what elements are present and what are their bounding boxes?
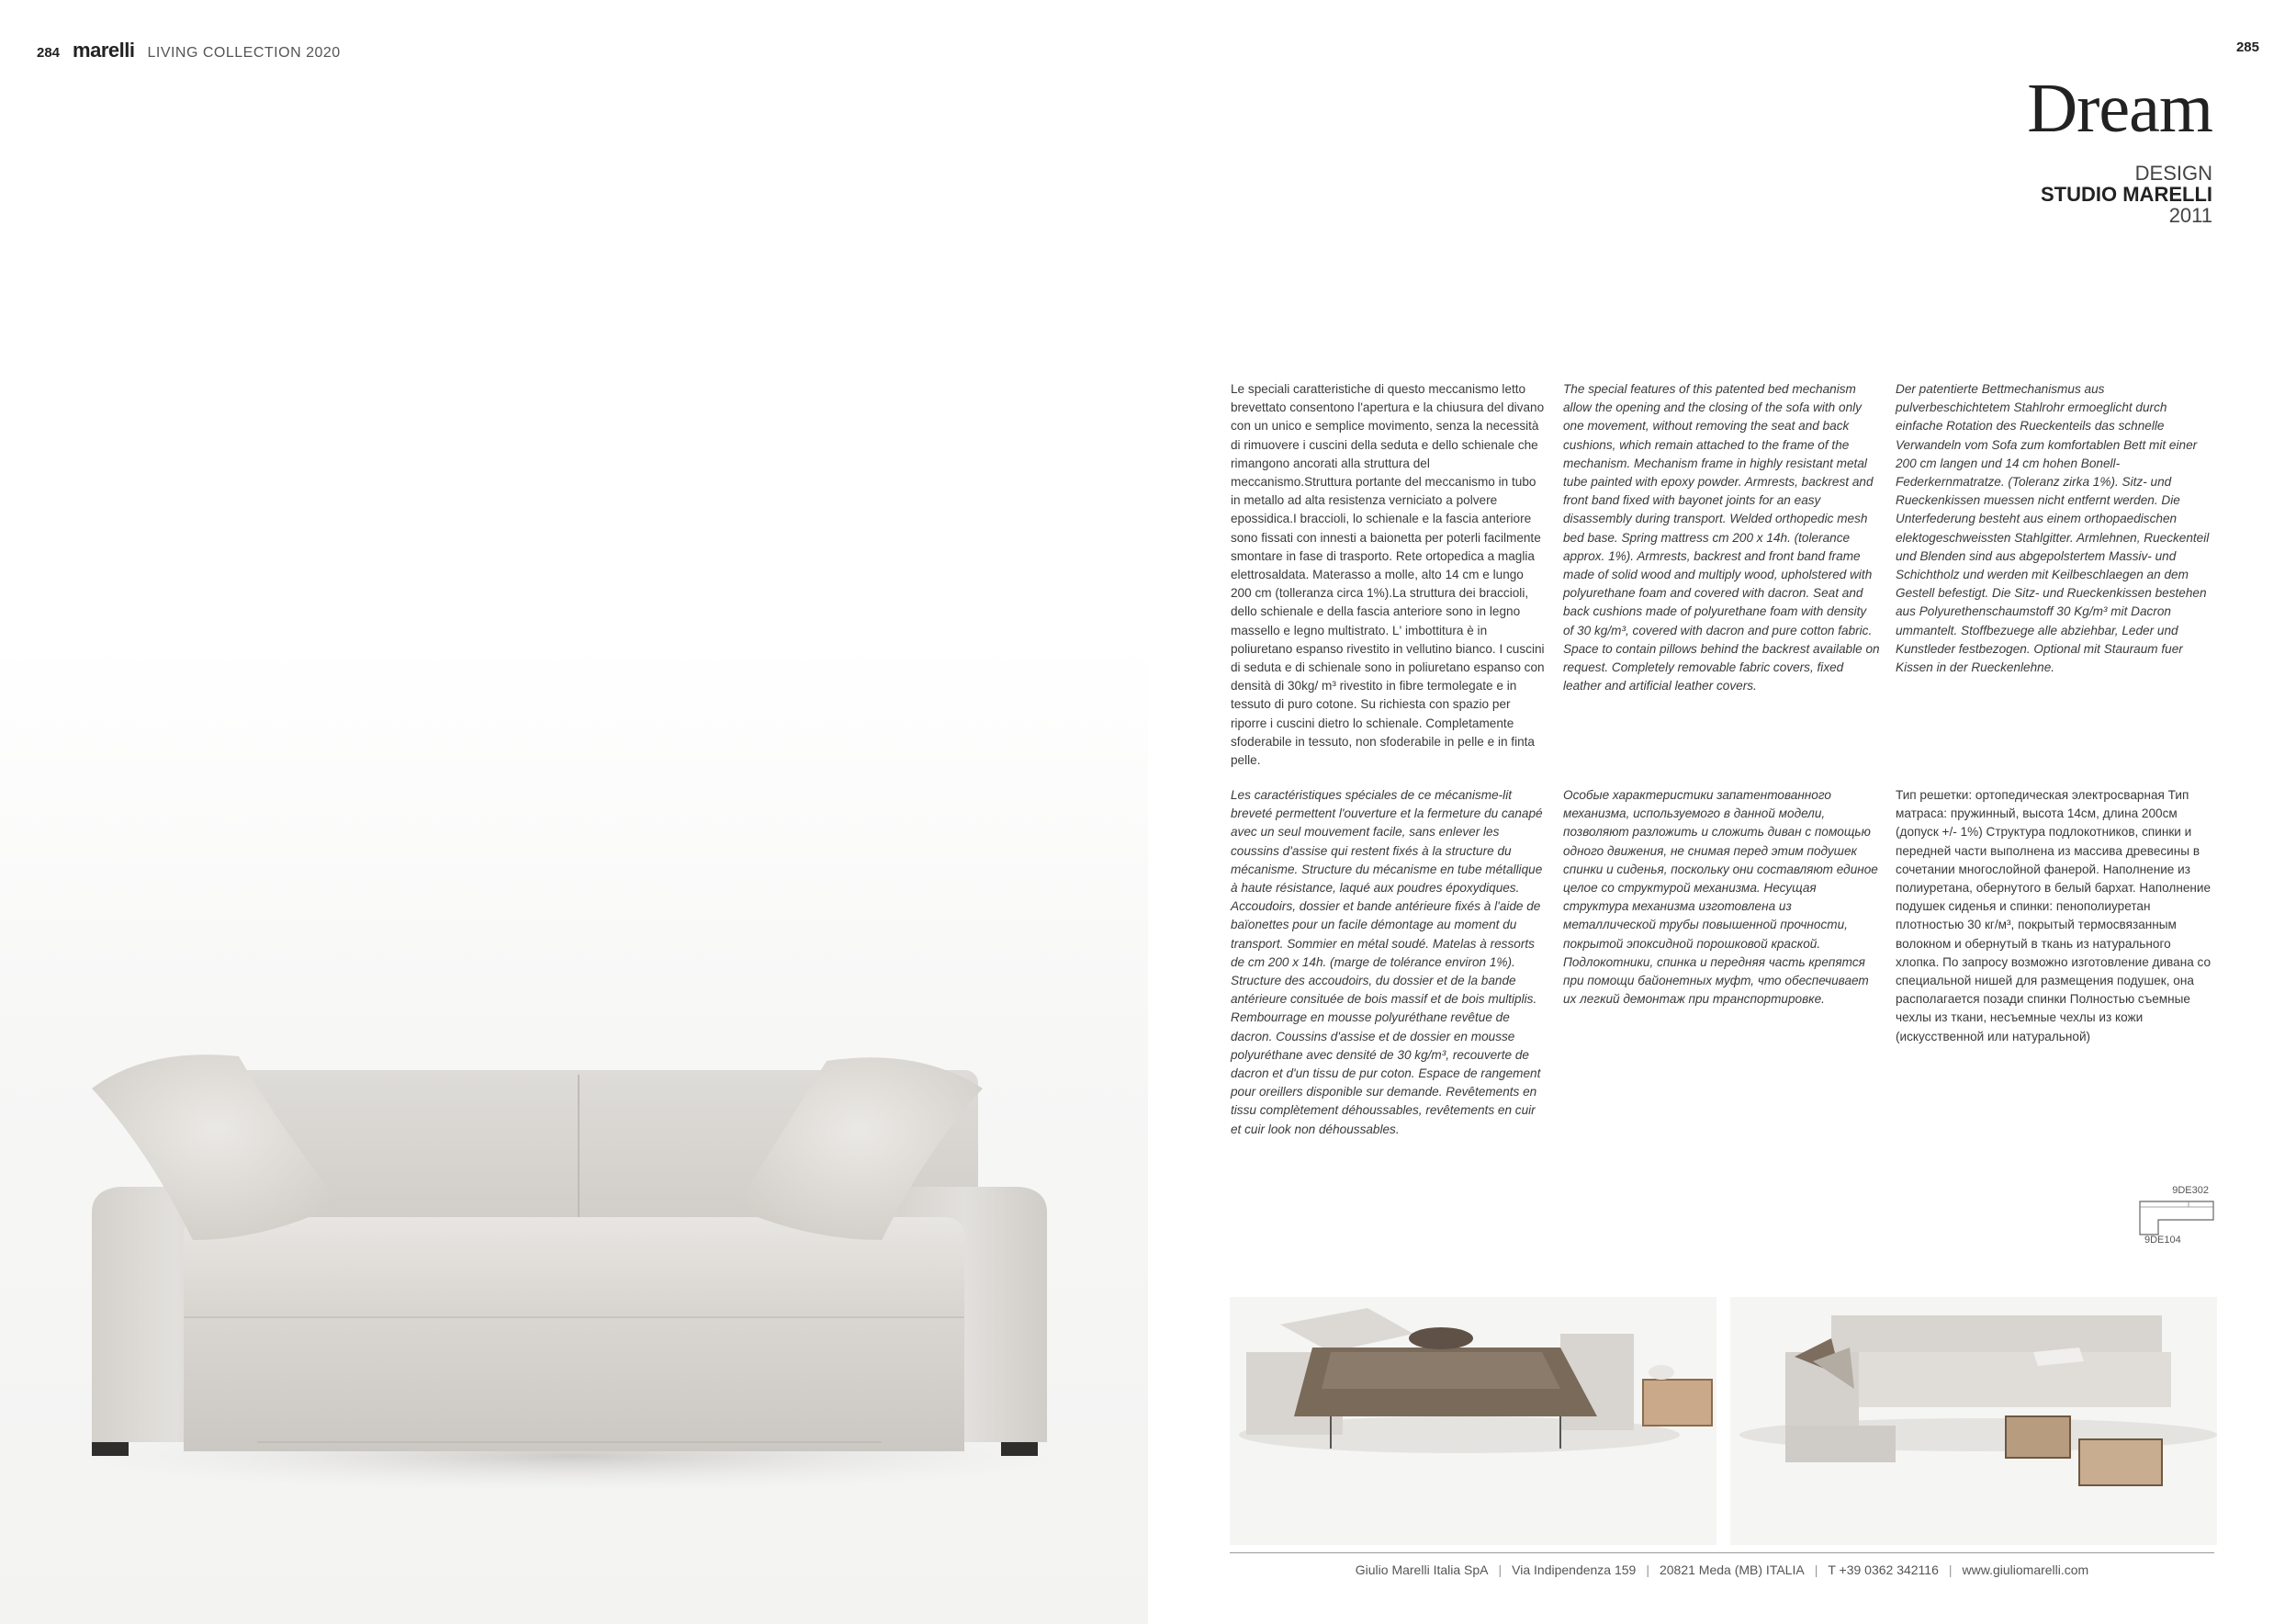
footer-separator: | [1948, 1562, 1953, 1577]
corner-sofa-photo [1730, 1297, 2217, 1545]
footer-separator: | [1498, 1562, 1503, 1577]
footer-separator: | [1646, 1562, 1649, 1577]
footer-website-link[interactable]: www.giuliomarelli.com [1962, 1562, 2089, 1577]
footer-company: Giulio Marelli Italia SpA [1355, 1562, 1489, 1577]
sofa-product-photo [73, 1010, 1075, 1488]
configuration-outline-icon [2126, 1200, 2218, 1236]
left-page-header [37, 39, 341, 62]
description-german: Der patentierte Bettmechanismus aus pulverbeschichtetem Stahlrohr ermoeglicht durch einfache Rotation des Rueckenteils das schnelle Verwandeln vom Sofa zum komfortablen Bett mit einer 200 cm langen und 14 cm hohen Bonell-Federkernmatratze. (Toleranz zirka 1%). Sitz- und Rueckenkissen muessen nicht entfernt werden. Die Unterfederung besteht aus einem orthopaedischen elektogeschweissten Stahlgitter. Armlehnen, Rueckenteil und Blenden sind aus abgepolstertem Massiv- und Schichtholz und werden mit Keilbeschlaegen an dem Gestell befestigt. Die Sitz- und Rueckenkissen bestehen aus Polyurethenschaumstoff 30 Kg/m³ mit Dacron ummantelt. Stoffbezuege alle abziehbar, Leder und Kunstleder festbezogen. Optional mit Stauraum fuer Kissen in der Rueckenlehne. [1896, 382, 2210, 675]
configuration-diagram [2126, 1185, 2218, 1249]
footer-city: 20821 Meda (MB) ITALIA [1659, 1562, 1805, 1577]
collection-title: LIVING COLLECTION 2020 [147, 45, 341, 61]
description-russian-part-1: Особые характеристики запатентованного механизма, используемого в данной модели, позволяют разложить и сложить диван с помощью одного движения, не снимая перед этим подушек спинки и сиденья, поскольку они составляют единое целое со структурой механизма. Несущая структура механизма изготовлена из металлической трубы повышенной прочности, покрытой эпоксидной порошковой краской. Подлокотники, спинка и передняя часть крепятся при помощи байонетных муфт, что обеспечивает их легкий демонтаж при транспортировке. [1563, 788, 1878, 1007]
design-label: DESIGN [2134, 162, 2212, 185]
description-russian-part-2: Тип решетки: ортопедическая электросварная Тип матраса: пружинный, высота 14см, длина 200см (допуск +/- 1%) Структура подлокотников, спинки и передней части выполнена из массива древесины в сочетании многослойной фанерой. Наполнение из полиуретана, обернутого в белый бархат. Наполнение подушек сиденья и спинки: пенополиуретан плотностью 30 кг/м³, покрытый термосвязанным волокном и обернутый в ткань из натурального хлопка. По запросу возможно изготовление дивана со специальной нишей для размещения подушек, она располагается позади спинки Полностью съемные чехлы из ткани, несъемные чехлы из кожи (искусственной или натуральной) [1896, 788, 2212, 1043]
designer-name: STUDIO MARELLI [2041, 183, 2212, 206]
description-italian: Le speciali caratteristiche di questo meccanismo letto brevettato consentono l'apertura e la chiusura del divano con un unico e semplice movimento, senza la necessità di rimuovere i cuscini della seduta e dello schienale che rimangono ancorati alla struttura del meccanismo.Struttura portante del meccanismo in tubo in metallo ad alta resistenza verniciato a polvere epossidica.I braccioli, lo schienale e la fascia anteriore sono fissati con innesti a baionetta per poterli facilmente smontare in fase di trasporto. Rete ortopedica a maglia elettrosaldata. Materasso a molle, alto 14 cm e lungo 200 cm (tolleranza circa 1%).La struttura dei braccioli, dello schienale e della fascia anteriore sono in legno massello e legno multistrato. L' imbottitura è in poliuretano espanso rivestito in vellutino bianco. I cuscini di seduta e di schienale sono in poliuretano espanso con densità di 30kg/ m³ rivestito in fibre termolegate e in tessuto di puro cotone. Su richiesta con spazio per riporre i cuscini dietro lo schienale. Completamente sfoderabile in tessuto, non sfoderabile in pelle e in finta pelle. [1231, 382, 1545, 768]
description-english: The special features of this patented bed mechanism allow the opening and the closing of the sofa with only one movement, without removing the seat and back cushions, which remain attached to the frame of the mechanism. Mechanism frame in highly resistant metal tube painted with epoxy powder. Armrests, backrest and front band fixed with bayonet joints for an easy disassembly during transport. Welded orthopedic mesh bed base. Spring mattress cm 200 x 14h. (tolerance approx. 1%). Armrests, backrest and front band frame made of solid wood and multiply wood, upholstered with polyurethane foam and covered with dacron. Seat and back cushions made of polyurethane foam with density of 30 kg/m³, covered with dacron and pure cotton fabric. Space to contain pillows behind the backrest available on request. Completely removable fabric covers, fixed leather and artificial leather covers. [1563, 382, 1880, 694]
sofa-bed-open-photo [1230, 1297, 1716, 1545]
page-number-right: 285 [2235, 39, 2259, 55]
brand-logo: marelli [73, 39, 135, 62]
page-number-left: 284 [37, 45, 61, 61]
product-title-block [2027, 70, 2212, 228]
product-name: Dream [2027, 70, 2212, 147]
footer-separator: | [1814, 1562, 1818, 1577]
design-year: 2011 [2168, 204, 2212, 228]
right-page [1148, 0, 2296, 1624]
footer-divider [1230, 1552, 2214, 1553]
config-code-top: 9DE302 [2172, 1185, 2209, 1196]
description-french: Les caractéristiques spéciales de ce mécanisme-lit breveté permettent l'ouverture et la fermeture du canapé avec un seul mouvement facile, sans enlever les coussins d'assise qui restent fixés à la structure du mécanisme. Structure du mécanisme en tube métallique à haute résistance, laqué aux poudres époxydiques. Accoudoirs, dossier et bande antérieure fixés à l'aide de baïonettes pour un facile démontage au moment du transport. Sommier en métal soudé. Matelas à ressorts de cm 200 x 14h. (marge de tolérance environ 1%). Structure des accoudoirs, du dossier et de la bande antérieure consituée de bois massif et de bois multiplis. Rembourrage en mousse polyuréthane revêtue de dacron. Coussins d'assise et de dossier en mousse polyuréthane avec densité de 30 kg/m³, recouverte de dacron et d'un tissu de pur coton. Espace de rangement pour oreillers disponible sur demande. Revêtements en tissu complètement déhoussables, revêtements en cuir et cuir look non déhoussables. [1231, 788, 1543, 1136]
footer-phone: T +39 0362 342116 [1828, 1562, 1939, 1577]
company-footer [1230, 1562, 2214, 1577]
footer-address: Via Indipendenza 159 [1512, 1562, 1637, 1577]
config-code-bottom: 9DE104 [2144, 1235, 2181, 1246]
